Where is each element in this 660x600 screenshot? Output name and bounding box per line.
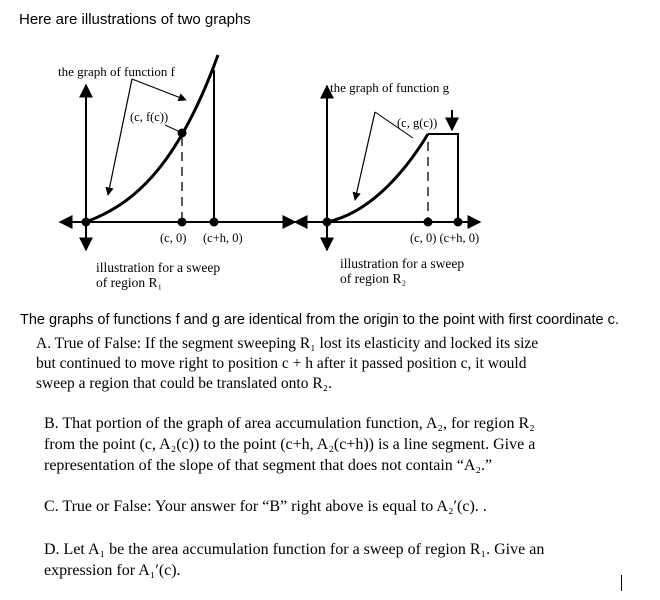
right-region-top (428, 134, 458, 222)
left-caption-line1: illustration for a sweep (96, 260, 221, 275)
left-point-arrow (165, 125, 178, 131)
left-origin-point (82, 218, 91, 227)
point-c0-left (178, 218, 187, 227)
left-point-label: (c, f(c)) (130, 110, 169, 124)
right-caption-line1: illustration for a sweep (340, 256, 465, 271)
curve-g (327, 134, 428, 222)
part-a-line-2: but continued to move right to position c + h after it passed position c, it would (36, 355, 527, 372)
left-x-label-c: (c, 0) (160, 231, 187, 245)
right-caption-line2: of region R₂ (340, 271, 407, 286)
left-x-label-ch: (c+h, 0) (203, 231, 243, 245)
page-heading: Here are illustrations of two graphs (19, 11, 251, 28)
part-d (44, 539, 544, 581)
right-x-label: (c, 0) (c+h, 0) (410, 231, 480, 245)
part-b-line-1: B. That portion of the graph of area accumulation function, A₂, for region R₂ (44, 415, 535, 432)
right-title-arrow (355, 112, 375, 200)
part-a-line-3: sweep a region that could be translated onto R₂. (36, 375, 332, 392)
right-point-label: (c, g(c)) (397, 116, 438, 130)
right-origin-point (323, 218, 332, 227)
part-b-line-3: representation of the slope of that segment that does not contain “A₂.” (44, 457, 493, 474)
left-caption-line2: of region R₁ (96, 275, 163, 290)
part-a-line-1: A. True of False: If the segment sweeping R₁ lost its elasticity and locked its size (36, 335, 539, 352)
left-title-arrow-1 (108, 79, 132, 195)
point-ch0-right (454, 218, 463, 227)
point-c0-right (424, 218, 433, 227)
left-title: the graph of function f (58, 64, 175, 79)
part-d-line-2: expression for A₁′(c). (44, 562, 181, 579)
part-b-line-2: from the point (c, A₂(c)) to the point (c+h, A₂(c+h)) is a line segment. Give a (44, 436, 536, 453)
figure-right-graph-g (295, 70, 515, 285)
left-title-arrow-2 (132, 79, 186, 100)
part-d-line-1: D. Let A₁ be the area accumulation function for a sweep of region R₁. Give an (44, 541, 545, 558)
statement-text: The graphs of functions f and g are identical from the origin to the point with first coordinate c. (20, 312, 619, 328)
part-a (36, 334, 538, 394)
text-cursor (621, 575, 622, 591)
part-c: C. True or False: Your answer for “B” right above is equal to A₂′(c). . (44, 498, 487, 515)
point-ch0-left (210, 218, 219, 227)
point-c-fc (178, 129, 187, 138)
part-b (44, 413, 535, 476)
curve-f (86, 55, 218, 222)
right-title: the graph of function g (330, 80, 450, 95)
figure-left-graph-f (50, 55, 320, 290)
